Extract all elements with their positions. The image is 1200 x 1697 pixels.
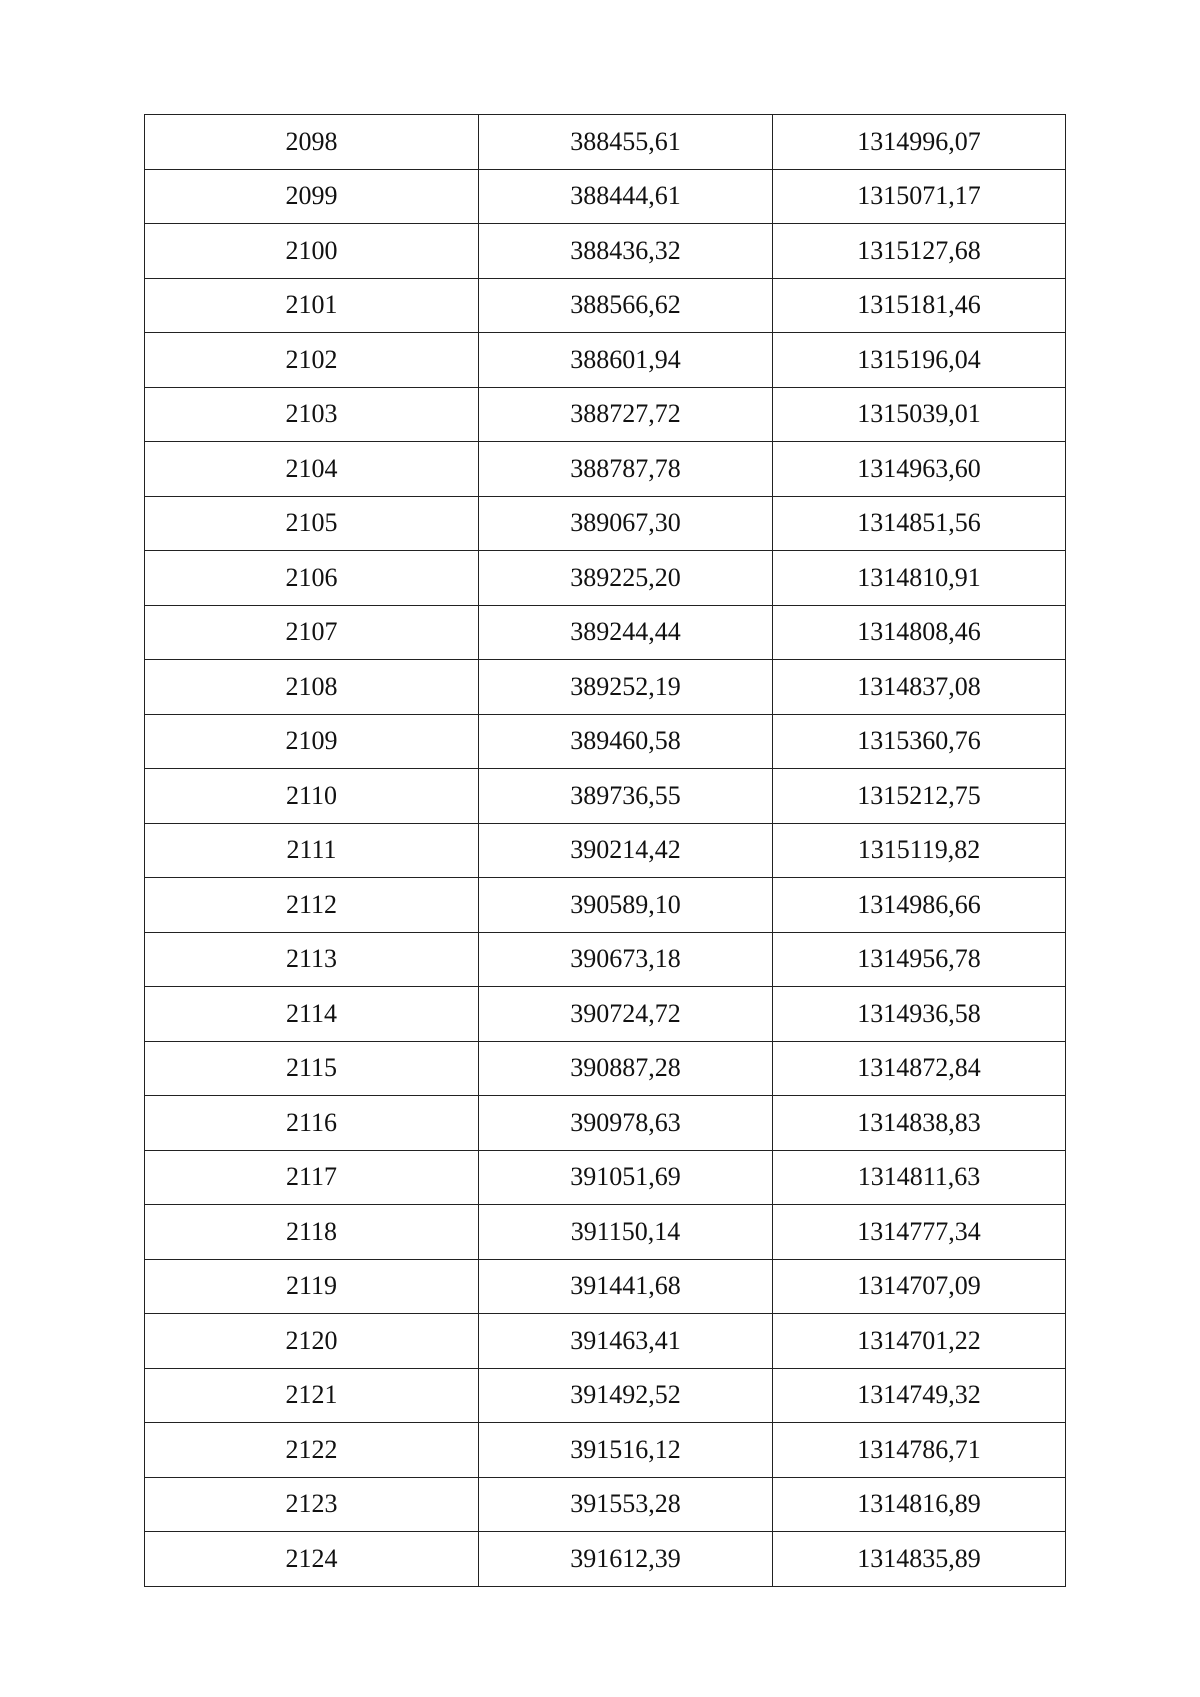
x-coordinate-cell: 388444,61	[479, 169, 773, 224]
point-number-cell: 2122	[145, 1423, 479, 1478]
coordinates-table	[144, 114, 1066, 1587]
y-coordinate-cell: 1314835,89	[773, 1532, 1066, 1587]
table-row	[145, 1368, 1066, 1423]
x-coordinate-cell: 390887,28	[479, 1041, 773, 1096]
table-row	[145, 1532, 1066, 1587]
point-number-cell: 2106	[145, 551, 479, 606]
y-coordinate-cell: 1315196,04	[773, 333, 1066, 388]
point-number-cell: 2107	[145, 605, 479, 660]
table-row	[145, 1096, 1066, 1151]
x-coordinate-cell: 390978,63	[479, 1096, 773, 1151]
y-coordinate-cell: 1314786,71	[773, 1423, 1066, 1478]
y-coordinate-cell: 1314777,34	[773, 1205, 1066, 1260]
x-coordinate-cell: 389252,19	[479, 660, 773, 715]
point-number-cell: 2123	[145, 1477, 479, 1532]
table-row	[145, 1477, 1066, 1532]
x-coordinate-cell: 390589,10	[479, 878, 773, 933]
y-coordinate-cell: 1315039,01	[773, 387, 1066, 442]
table-row	[145, 496, 1066, 551]
y-coordinate-cell: 1315119,82	[773, 823, 1066, 878]
point-number-cell: 2109	[145, 714, 479, 769]
point-number-cell: 2114	[145, 987, 479, 1042]
y-coordinate-cell: 1314808,46	[773, 605, 1066, 660]
table-row	[145, 1150, 1066, 1205]
table-row	[145, 660, 1066, 715]
point-number-cell: 2099	[145, 169, 479, 224]
table-row	[145, 878, 1066, 933]
table-row	[145, 333, 1066, 388]
point-number-cell: 2100	[145, 224, 479, 279]
point-number-cell: 2115	[145, 1041, 479, 1096]
point-number-cell: 2118	[145, 1205, 479, 1260]
x-coordinate-cell: 390724,72	[479, 987, 773, 1042]
x-coordinate-cell: 391441,68	[479, 1259, 773, 1314]
point-number-cell: 2112	[145, 878, 479, 933]
table-row	[145, 278, 1066, 333]
x-coordinate-cell: 389225,20	[479, 551, 773, 606]
table-row	[145, 932, 1066, 987]
x-coordinate-cell: 391516,12	[479, 1423, 773, 1478]
x-coordinate-cell: 388787,78	[479, 442, 773, 497]
point-number-cell: 2116	[145, 1096, 479, 1151]
table-row	[145, 987, 1066, 1042]
y-coordinate-cell: 1315360,76	[773, 714, 1066, 769]
y-coordinate-cell: 1314837,08	[773, 660, 1066, 715]
table-row	[145, 442, 1066, 497]
y-coordinate-cell: 1314986,66	[773, 878, 1066, 933]
table-row	[145, 1259, 1066, 1314]
table-row	[145, 224, 1066, 279]
y-coordinate-cell: 1314996,07	[773, 115, 1066, 170]
point-number-cell: 2119	[145, 1259, 479, 1314]
x-coordinate-cell: 388727,72	[479, 387, 773, 442]
y-coordinate-cell: 1314701,22	[773, 1314, 1066, 1369]
point-number-cell: 2120	[145, 1314, 479, 1369]
point-number-cell: 2104	[145, 442, 479, 497]
point-number-cell: 2110	[145, 769, 479, 824]
point-number-cell: 2098	[145, 115, 479, 170]
point-number-cell: 2117	[145, 1150, 479, 1205]
table-row	[145, 769, 1066, 824]
y-coordinate-cell: 1315071,17	[773, 169, 1066, 224]
x-coordinate-cell: 391553,28	[479, 1477, 773, 1532]
y-coordinate-cell: 1314811,63	[773, 1150, 1066, 1205]
x-coordinate-cell: 389460,58	[479, 714, 773, 769]
point-number-cell: 2101	[145, 278, 479, 333]
table-row	[145, 823, 1066, 878]
table-row	[145, 551, 1066, 606]
y-coordinate-cell: 1314872,84	[773, 1041, 1066, 1096]
table-row	[145, 605, 1066, 660]
x-coordinate-cell: 389244,44	[479, 605, 773, 660]
y-coordinate-cell: 1314956,78	[773, 932, 1066, 987]
y-coordinate-cell: 1314749,32	[773, 1368, 1066, 1423]
x-coordinate-cell: 388601,94	[479, 333, 773, 388]
table-row	[145, 714, 1066, 769]
table-body	[145, 115, 1066, 1587]
x-coordinate-cell: 391051,69	[479, 1150, 773, 1205]
point-number-cell: 2124	[145, 1532, 479, 1587]
y-coordinate-cell: 1314707,09	[773, 1259, 1066, 1314]
y-coordinate-cell: 1314963,60	[773, 442, 1066, 497]
y-coordinate-cell: 1314810,91	[773, 551, 1066, 606]
x-coordinate-cell: 391492,52	[479, 1368, 773, 1423]
y-coordinate-cell: 1315181,46	[773, 278, 1066, 333]
point-number-cell: 2111	[145, 823, 479, 878]
table-row	[145, 169, 1066, 224]
table-row	[145, 115, 1066, 170]
x-coordinate-cell: 391612,39	[479, 1532, 773, 1587]
y-coordinate-cell: 1314851,56	[773, 496, 1066, 551]
point-number-cell: 2105	[145, 496, 479, 551]
point-number-cell: 2121	[145, 1368, 479, 1423]
table-row	[145, 1041, 1066, 1096]
y-coordinate-cell: 1314936,58	[773, 987, 1066, 1042]
point-number-cell: 2108	[145, 660, 479, 715]
table-row	[145, 387, 1066, 442]
x-coordinate-cell: 389067,30	[479, 496, 773, 551]
y-coordinate-cell: 1314838,83	[773, 1096, 1066, 1151]
point-number-cell: 2113	[145, 932, 479, 987]
y-coordinate-cell: 1315212,75	[773, 769, 1066, 824]
x-coordinate-cell: 389736,55	[479, 769, 773, 824]
table-row	[145, 1205, 1066, 1260]
x-coordinate-cell: 388566,62	[479, 278, 773, 333]
point-number-cell: 2103	[145, 387, 479, 442]
x-coordinate-cell: 391150,14	[479, 1205, 773, 1260]
y-coordinate-cell: 1315127,68	[773, 224, 1066, 279]
y-coordinate-cell: 1314816,89	[773, 1477, 1066, 1532]
x-coordinate-cell: 390673,18	[479, 932, 773, 987]
x-coordinate-cell: 391463,41	[479, 1314, 773, 1369]
table-row	[145, 1423, 1066, 1478]
x-coordinate-cell: 388455,61	[479, 115, 773, 170]
table-row	[145, 1314, 1066, 1369]
x-coordinate-cell: 390214,42	[479, 823, 773, 878]
point-number-cell: 2102	[145, 333, 479, 388]
x-coordinate-cell: 388436,32	[479, 224, 773, 279]
